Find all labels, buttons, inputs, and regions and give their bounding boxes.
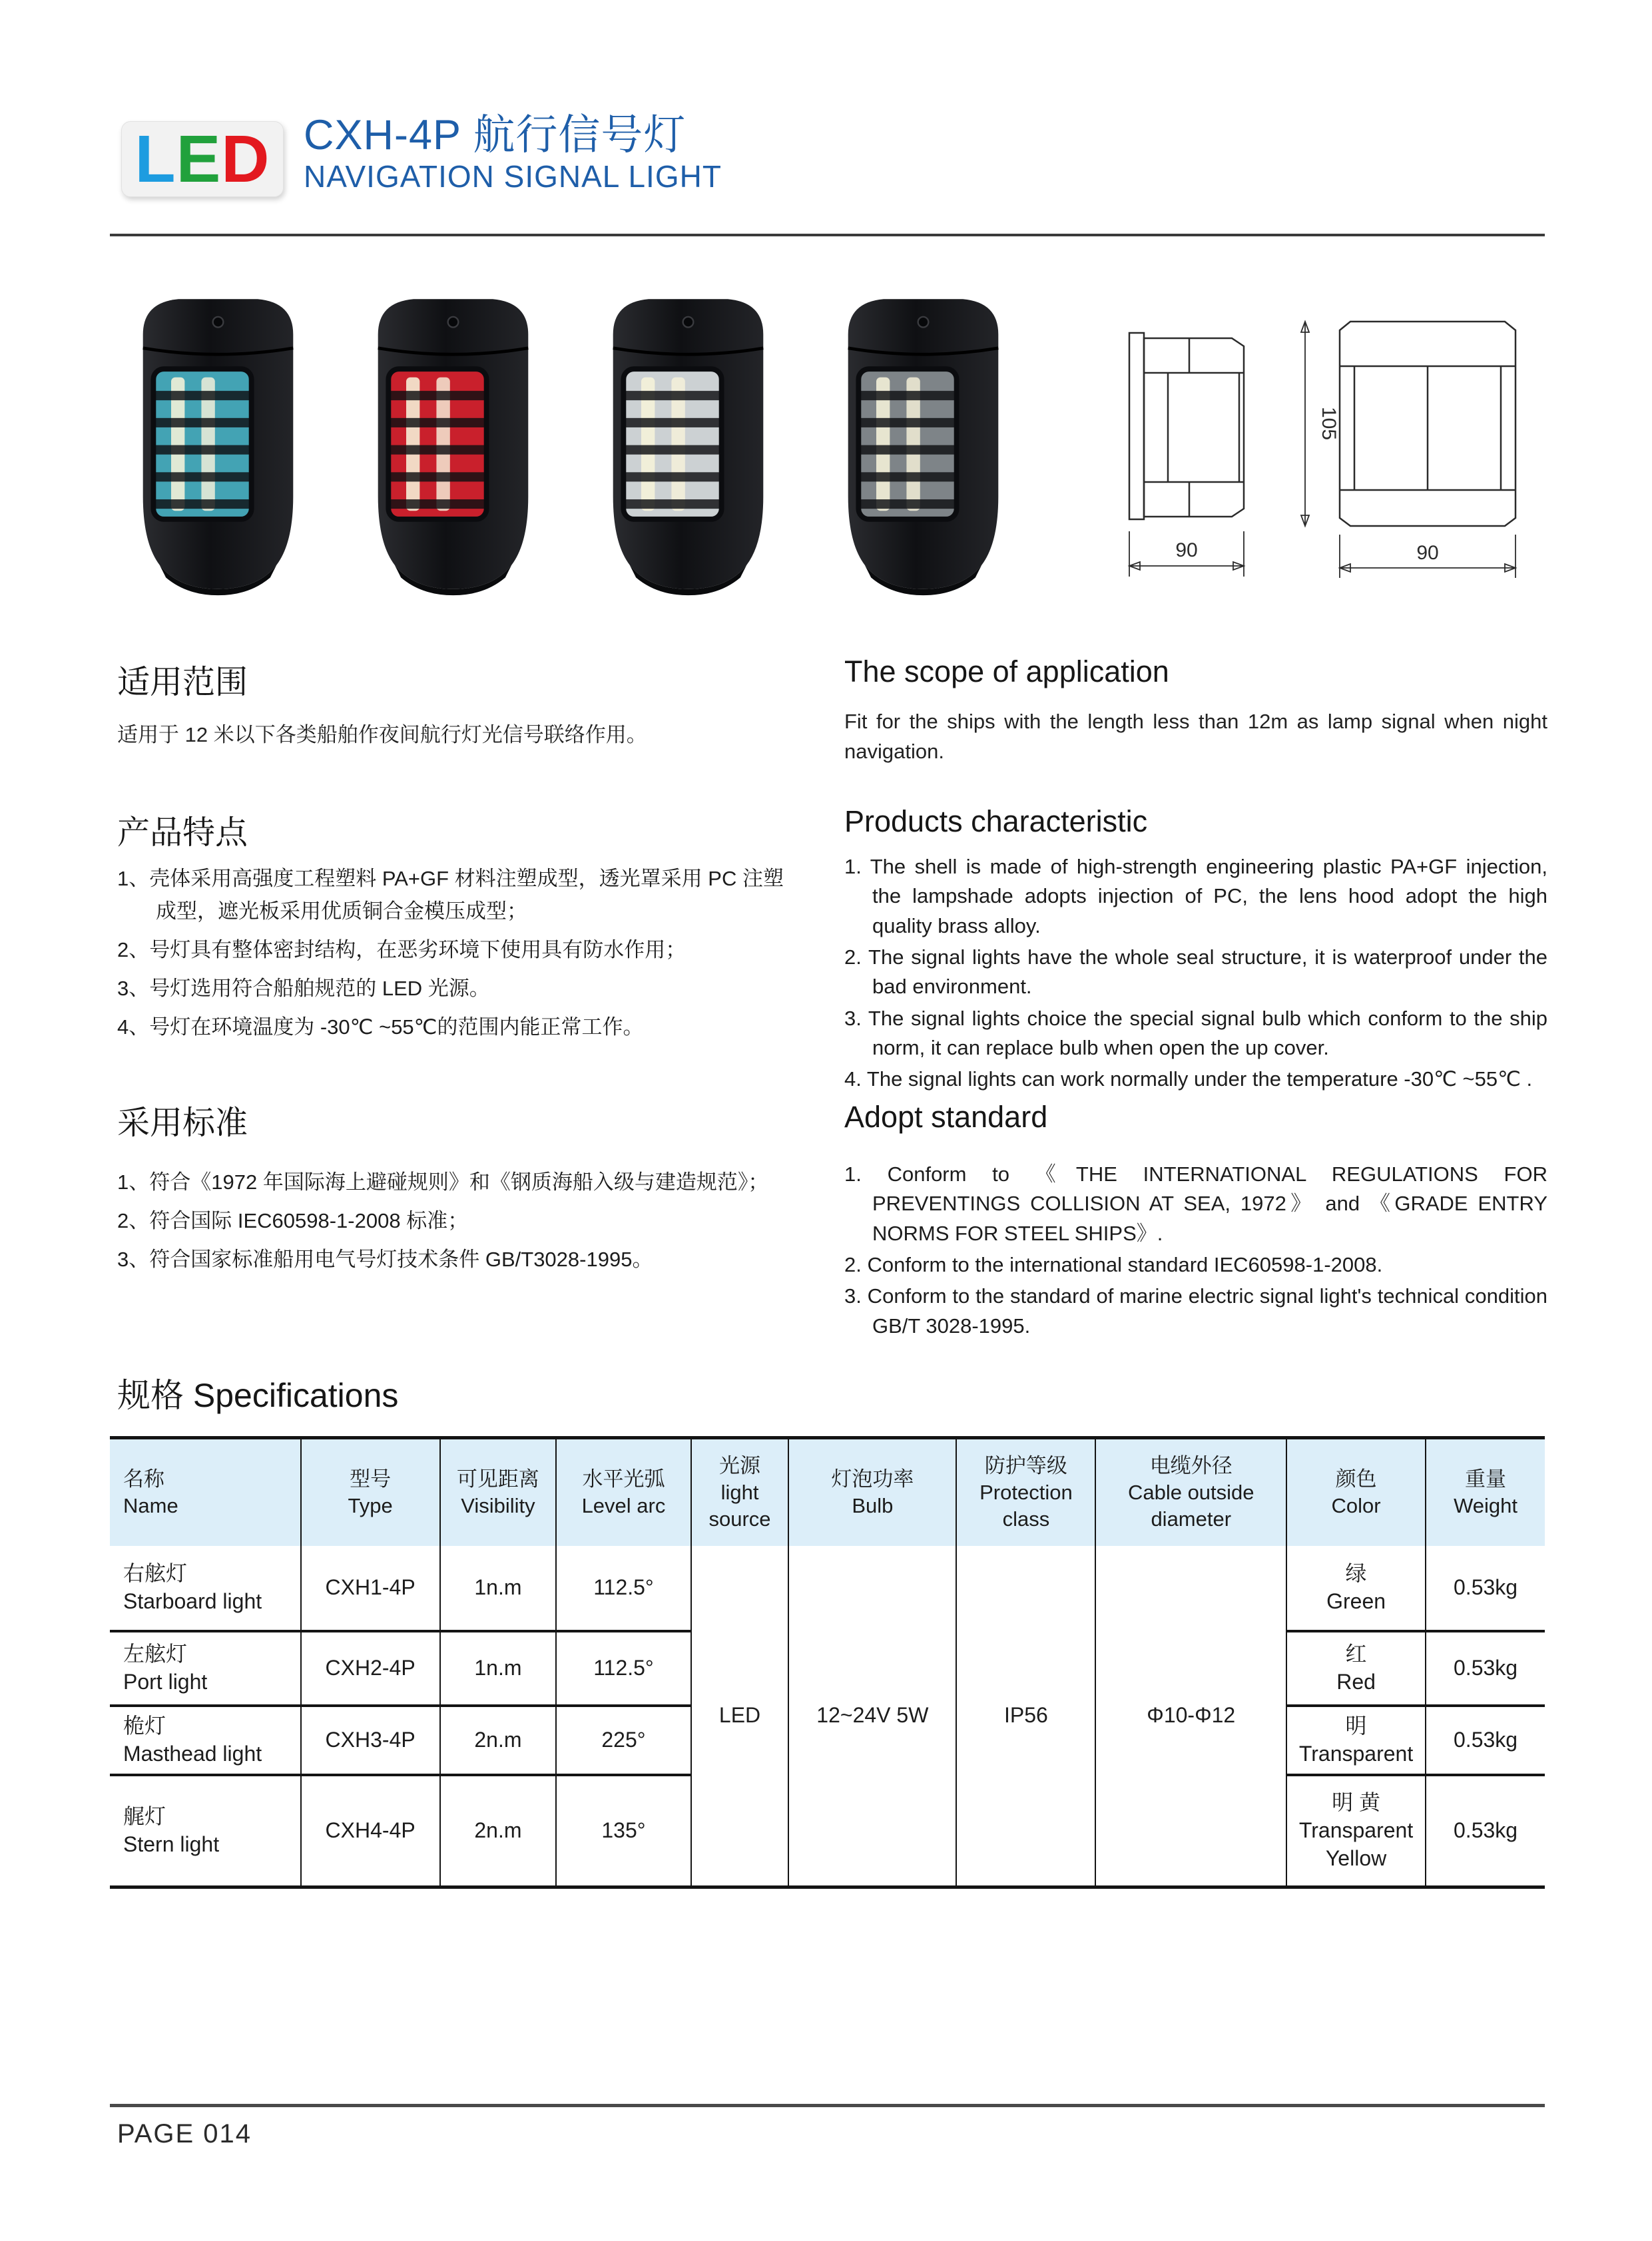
list-item: 2. Conform to the international standard IEC60598-1-2008. bbox=[844, 1252, 1383, 1276]
visibility-cell: 1n.m bbox=[440, 1546, 557, 1631]
type-cell: CXH3-4P bbox=[301, 1706, 440, 1775]
col-header-bulb: 灯泡功率 Bulb bbox=[788, 1438, 956, 1547]
col-header-type: 型号 Type bbox=[301, 1438, 440, 1547]
name-cell: 艉灯 Stern light bbox=[110, 1775, 301, 1887]
dimension-drawing-front-view bbox=[1293, 312, 1551, 591]
page-number: PAGE 014 bbox=[117, 2119, 252, 2148]
visibility-cell: 2n.m bbox=[440, 1775, 557, 1887]
logo-letter-l: L bbox=[135, 122, 176, 196]
features-en-heading: Products characteristic bbox=[844, 804, 1148, 838]
visibility-cell: 1n.m bbox=[440, 1631, 557, 1706]
color-cell: 红 Red bbox=[1286, 1631, 1426, 1706]
col-header-color: 颜色 Color bbox=[1286, 1438, 1426, 1547]
col-header-weight: 重量 Weight bbox=[1426, 1438, 1545, 1547]
weight-cell: 0.53kg bbox=[1426, 1546, 1545, 1631]
level-arc-cell: 225° bbox=[556, 1706, 691, 1775]
dimension-drawing-side-view bbox=[1111, 312, 1277, 591]
bulb-cell: 12~24V 5W bbox=[788, 1546, 956, 1887]
name-cell: 桅灯 Masthead light bbox=[110, 1706, 301, 1775]
port-light-photo bbox=[348, 288, 558, 601]
type-cell: CXH2-4P bbox=[301, 1631, 440, 1706]
table-row bbox=[110, 1546, 1545, 1631]
type-cell: CXH1-4P bbox=[301, 1546, 440, 1631]
type-cell: CXH4-4P bbox=[301, 1775, 440, 1887]
color-cell: 明 黄 Transparent Yellow bbox=[1286, 1775, 1426, 1887]
scope-en-body: Fit for the ships with the length less than 12m as lamp signal when night navigation. bbox=[844, 710, 1547, 763]
protection-class-cell: IP56 bbox=[956, 1546, 1095, 1887]
dimension-label-front-height: 105 bbox=[1318, 406, 1340, 441]
dimension-label-front-width: 90 bbox=[1416, 542, 1439, 564]
header-divider bbox=[110, 234, 1545, 236]
list-item: 3、符合国家标准船用电气号灯技术条件 GB/T3028-1995。 bbox=[117, 1247, 653, 1271]
standards-en-heading: Adopt standard bbox=[844, 1100, 1048, 1134]
list-item: 3. Conform to the standard of marine electric signal light's technical condition GB/T 3028-1995. bbox=[844, 1284, 1547, 1338]
list-item: 3. The signal lights choice the special signal bulb which conform to the ship norm, it can replace bulb when open the up cover. bbox=[844, 1006, 1547, 1059]
specifications-heading: 规格 Specifications bbox=[117, 1377, 399, 1414]
stern-light-photo bbox=[818, 288, 1028, 601]
scope-cn-heading: 适用范围 bbox=[117, 664, 248, 700]
specifications-table bbox=[110, 1436, 1545, 1889]
color-cell: 绿 Green bbox=[1286, 1546, 1426, 1631]
name-cell: 右舷灯 Starboard light bbox=[123, 1561, 262, 1613]
page-subtitle: NAVIGATION SIGNAL LIGHT bbox=[304, 159, 722, 194]
list-item: 3、号灯选用符合船舶规范的 LED 光源。 bbox=[117, 976, 490, 1000]
col-header-level-arc: 水平光弧 Level arc bbox=[556, 1438, 691, 1547]
product-photos bbox=[113, 288, 1028, 601]
level-arc-cell: 135° bbox=[556, 1775, 691, 1887]
features-cn-list bbox=[117, 863, 788, 1050]
list-item: 2、号灯具有整体密封结构，在恶劣环境下使用具有防水作用； bbox=[117, 937, 687, 961]
weight-cell: 0.53kg bbox=[1426, 1631, 1545, 1706]
weight-cell: 0.53kg bbox=[1426, 1706, 1545, 1775]
logo-letter-e: E bbox=[176, 122, 222, 196]
level-arc-cell: 112.5° bbox=[556, 1631, 691, 1706]
scope-en-heading: The scope of application bbox=[844, 654, 1169, 688]
dimension-label-side-width: 90 bbox=[1175, 539, 1198, 561]
features-en-list bbox=[844, 852, 1547, 1101]
visibility-cell: 2n.m bbox=[440, 1706, 557, 1775]
page-title: CXH-4P 航行信号灯 bbox=[304, 112, 687, 158]
list-item: 1、符合《1972 年国际海上避碰规则》和《钢质海船入级与建造规范》； bbox=[117, 1170, 769, 1194]
footer-divider bbox=[110, 2104, 1545, 2107]
list-item: 4. The signal lights can work normally under the temperature -30℃ ~55℃ . bbox=[844, 1067, 1533, 1091]
logo-letter-d: D bbox=[221, 122, 270, 196]
level-arc-cell: 112.5° bbox=[556, 1546, 691, 1631]
standards-en-list bbox=[844, 1160, 1547, 1347]
table-header-row bbox=[110, 1438, 1545, 1547]
col-header-protection-class: 防护等级 Protection class bbox=[956, 1438, 1095, 1547]
scope-cn-body: 适用于 12 米以下各类船舶作夜间航行灯光信号联络作用。 bbox=[117, 723, 647, 746]
list-item: 2、符合国际 IEC60598-1-2008 标准； bbox=[117, 1208, 469, 1232]
weight-cell: 0.53kg bbox=[1426, 1775, 1545, 1887]
col-header-visibility: 可见距离 Visibility bbox=[440, 1438, 557, 1547]
starboard-light-photo bbox=[113, 288, 323, 601]
list-item: 4、号灯在环境温度为 -30℃ ~55℃的范围内能正常工作。 bbox=[117, 1015, 644, 1039]
masthead-light-photo bbox=[583, 288, 793, 601]
led-logo bbox=[121, 121, 284, 197]
color-cell: 明 Transparent bbox=[1286, 1706, 1426, 1775]
col-header-light-source: 光源 light source bbox=[691, 1438, 789, 1547]
list-item: 1. The shell is made of high-strength engineering plastic PA+GF injection, the lampshade adopts injection of PC, the lens hood adopt the high quality brass alloy. bbox=[844, 855, 1547, 937]
features-cn-heading: 产品特点 bbox=[117, 815, 248, 851]
standards-cn-list bbox=[117, 1166, 788, 1282]
standards-cn-heading: 采用标准 bbox=[117, 1105, 248, 1141]
cable-diameter-cell: Φ10-Φ12 bbox=[1095, 1546, 1286, 1887]
col-header-cable-diameter: 电缆外径 Cable outside diameter bbox=[1095, 1438, 1286, 1547]
name-cell: 左舷灯 Port light bbox=[110, 1631, 301, 1706]
col-header-name: 名称 Name bbox=[110, 1438, 301, 1547]
light-source-cell: LED bbox=[691, 1546, 789, 1887]
list-item: 1. Conform to 《THE INTERNATIONAL REGULATIONS FOR PREVENTINGS COLLISION AT SEA, 1972》 and 《GRADE ENTRY NORMS FOR STEEL SHIPS》. bbox=[844, 1162, 1547, 1245]
list-item: 1、壳体采用高强度工程塑料 PA+GF 材料注塑成型，透光罩采用 PC 注塑成型，遮光板采用优质铜合金模压成型； bbox=[117, 867, 784, 923]
list-item: 2. The signal lights have the whole seal structure, it is waterproof under the bad environment. bbox=[844, 945, 1547, 999]
